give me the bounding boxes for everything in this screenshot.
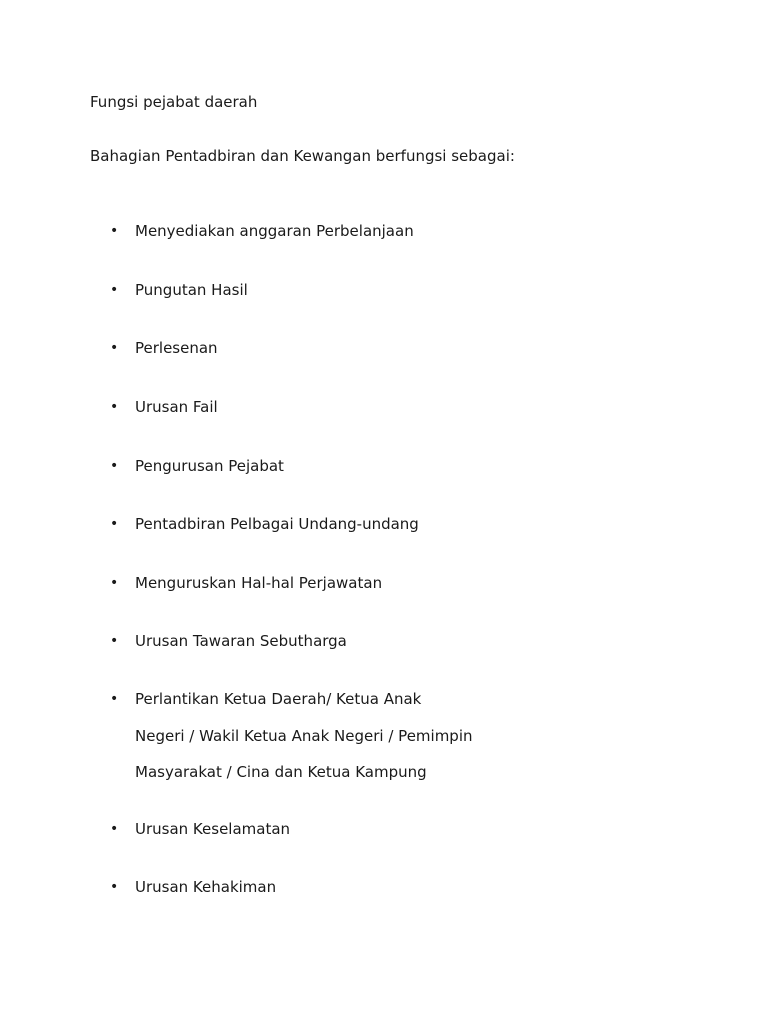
bullet-icon: • [110, 575, 119, 591]
bullet-icon: • [110, 516, 119, 532]
bullet-icon: • [110, 282, 119, 298]
bullet-icon: • [110, 340, 119, 356]
bullet-icon: • [110, 223, 119, 239]
list-item-text: Urusan Keselamatan [135, 820, 291, 838]
bullet-icon: • [110, 399, 119, 415]
list-item-text: Pentadbiran Pelbagai Undang-undang [135, 515, 419, 533]
list-item-text: Urusan Fail [135, 398, 218, 416]
list-item-text: Menyediakan anggaran Perbelanjaan [135, 222, 414, 240]
list-item-text-line-1: Perlantikan Ketua Daerah/ Ketua Anak [135, 690, 422, 708]
list-item-text: Pungutan Hasil [135, 281, 248, 299]
list-item-text: Urusan Kehakiman [135, 878, 277, 896]
list-item-text-line-2: Negeri / Wakil Ketua Anak Negeri / Pemimpin [135, 727, 473, 745]
list-item-text: Menguruskan Hal-hal Perjawatan [135, 574, 383, 592]
bullet-icon: • [110, 458, 119, 474]
bullet-icon: • [110, 633, 119, 649]
bullet-icon: • [110, 691, 119, 707]
list-item-text: Urusan Tawaran Sebutharga [135, 632, 347, 650]
document-title: Fungsi pejabat daerah [90, 93, 258, 111]
bullet-icon: • [110, 821, 119, 837]
list-item-text: Pengurusan Pejabat [135, 457, 284, 475]
list-item-text-line-3: Masyarakat / Cina dan Ketua Kampung [135, 763, 427, 781]
list-item-text: Perlesenan [135, 339, 218, 357]
intro-paragraph: Bahagian Pentadbiran dan Kewangan berfungsi sebagai: [90, 147, 515, 165]
bullet-icon: • [110, 879, 119, 895]
